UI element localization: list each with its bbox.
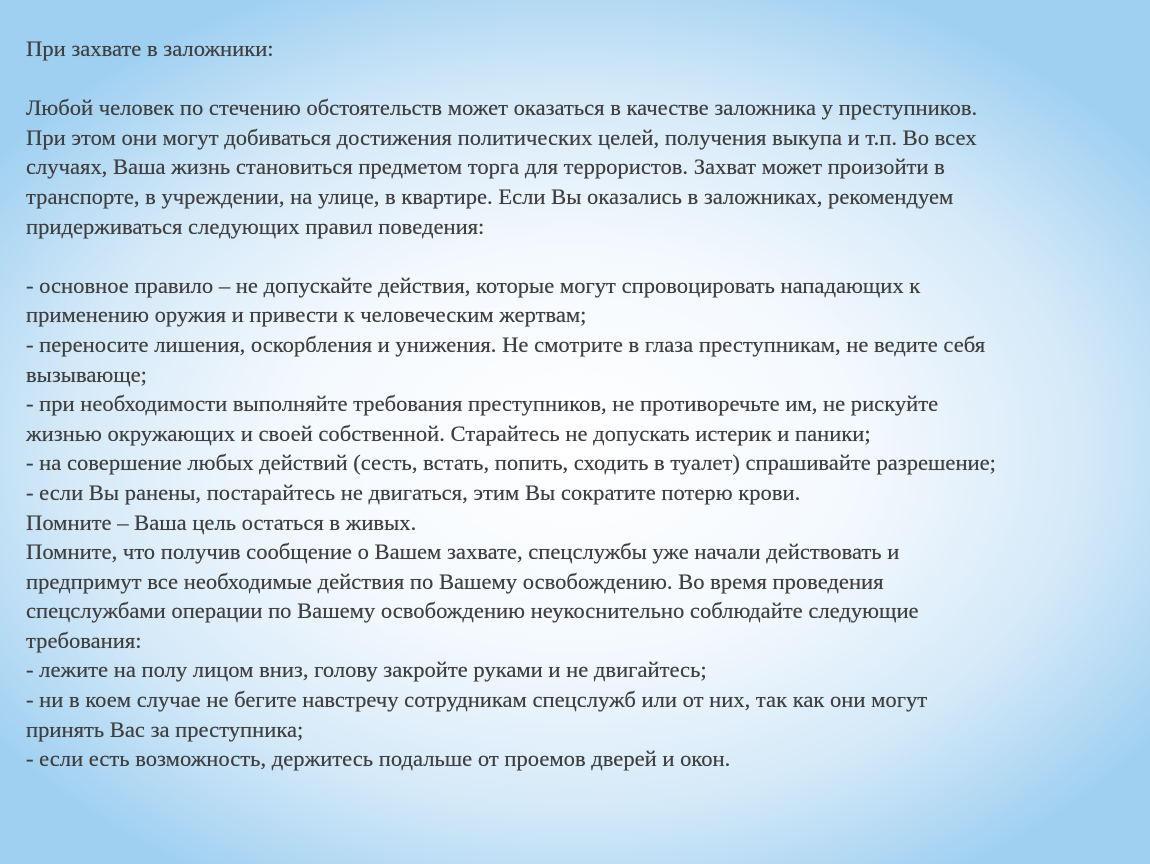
rule-line: вызывающе; (26, 361, 147, 387)
paragraph-spacer (26, 241, 1136, 271)
reminder-line: Помните – Ваша цель остаться в живых. (26, 509, 417, 535)
rule-line: применению оружия и привести к человеческим жертвам; (26, 302, 587, 328)
reminder-line: требования: (26, 627, 142, 653)
rule-line: жизнью окружающих и своей собственной. Старайтесь не допускать истерик и паники; (26, 420, 871, 446)
rule-line: - если есть возможность, держитесь подальше от проемов дверей и окон. (26, 746, 731, 772)
slide-text-body (26, 34, 1136, 774)
paragraph-spacer (26, 64, 1136, 94)
rule-line: - на совершение любых действий (сесть, встать, попить, сходить в туалет) спрашивайте разрешение; (26, 450, 996, 476)
rule-line: - ни в коем случае не бегите навстречу сотрудникам спецслужб или от них, так как они могут (26, 687, 928, 713)
rule-line: принять Вас за преступника; (26, 716, 304, 742)
slide-heading: При захвате в заложники: (26, 36, 274, 61)
reminder-line: предпримут все необходимые действия по Вашему освобождению. Во время проведения (26, 568, 884, 594)
rule-line: - основное правило – не допускайте действия, которые могут спровоцировать нападающих к (26, 272, 921, 298)
intro-line: Любой человек по стечению обстоятельств может оказаться в качестве заложника у преступников. (26, 95, 978, 121)
intro-line: транспорте, в учреждении, на улице, в квартире. Если Вы оказались в заложниках, рекомендуем (26, 183, 954, 209)
reminder-line: спецслужбами операции по Вашему освобождению неукоснительно соблюдайте следующие (26, 598, 919, 624)
rule-line: - лежите на полу лицом вниз, голову закройте руками и не двигайтесь; (26, 657, 707, 683)
rule-line: - переносите лишения, оскорбления и унижения. Не смотрите в глаза преступникам, не ведите себя (26, 331, 986, 357)
reminder-line: Помните, что получив сообщение о Вашем захвате, спецслужбы уже начали действовать и (26, 539, 900, 565)
intro-line: придерживаться следующих правил поведения: (26, 213, 485, 239)
rule-line: - если Вы ранены, постарайтесь не двигаться, этим Вы сократите потерю крови. (26, 479, 801, 505)
rule-line: - при необходимости выполняйте требования преступников, не противоречьте им, не рискуйте (26, 391, 939, 417)
intro-line: При этом они могут добиваться достижения политических целей, получения выкупа и т.п. Во всех (26, 124, 977, 150)
intro-line: случаях, Ваша жизнь становиться предметом торга для террористов. Захват может произойти в (26, 154, 945, 180)
